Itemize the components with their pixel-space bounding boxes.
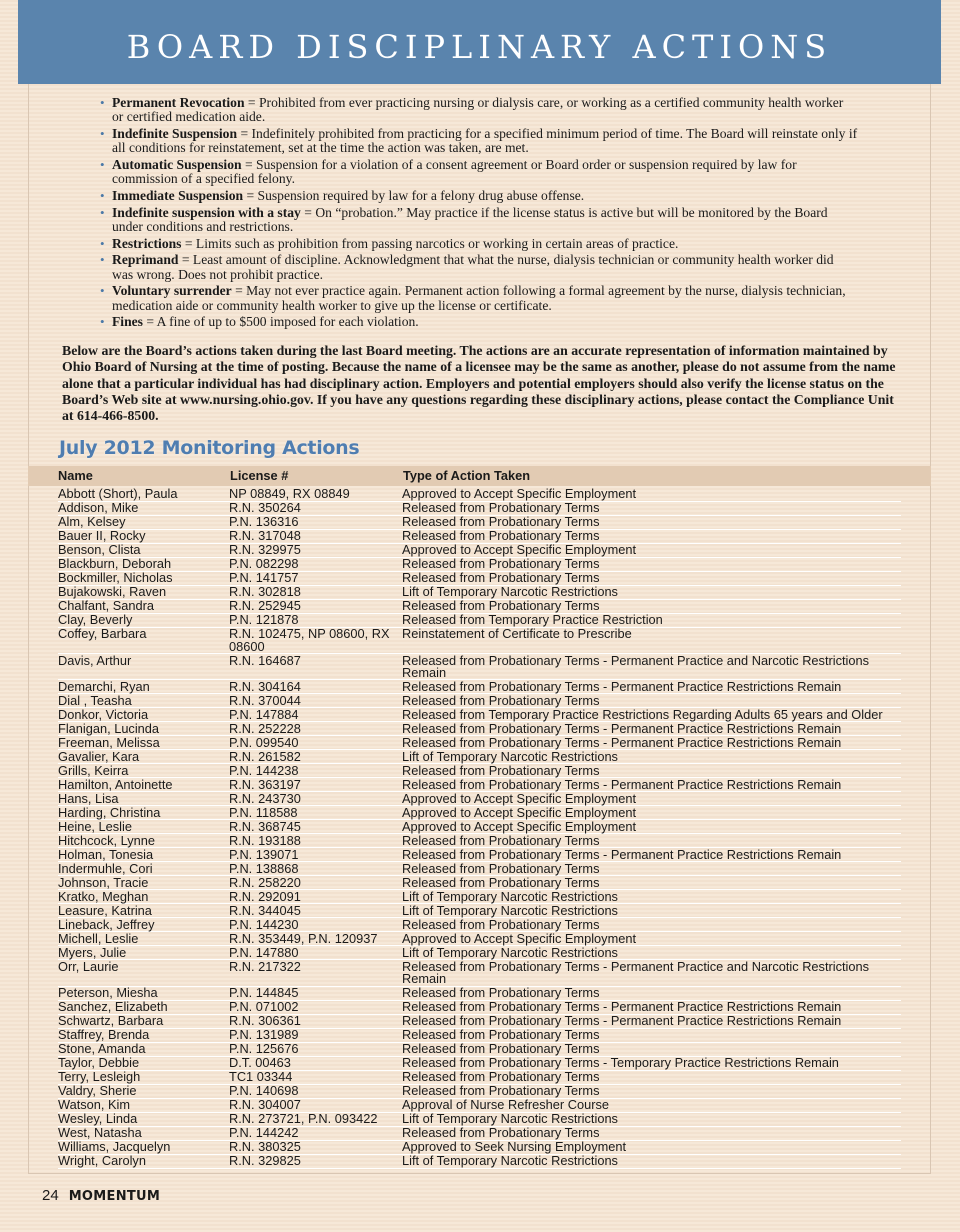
- cell-action: Released from Probationary Terms - Temporary Practice Restrictions Remain: [402, 1054, 839, 1070]
- cell-license: P.N. 136316: [229, 514, 299, 530]
- cell-name: Holman, Tonesia: [58, 846, 154, 862]
- cell-name: Kratko, Meghan: [58, 888, 149, 904]
- definition-text: = Suspension required by law for a felony drug abuse offense.: [243, 188, 585, 203]
- cell-license: P.N. 141757: [229, 570, 299, 586]
- section-title: July 2012 Monitoring Actions: [59, 437, 360, 459]
- cell-action: Approved to Accept Specific Employment: [402, 542, 637, 558]
- definition-item: [98, 284, 858, 313]
- page-footer: [42, 1187, 160, 1204]
- publication-name: MOMENTUM: [68, 1189, 161, 1204]
- cell-action: Released from Probationary Terms: [402, 1040, 600, 1056]
- bullet-icon: •: [100, 157, 105, 172]
- definition-item: [98, 127, 858, 156]
- cell-license: TC1 03344: [229, 1068, 293, 1084]
- definition-text: = On “probation.” May practice if the license status is active but will be monitored by the Board under conditions and restrictions.: [112, 204, 828, 234]
- cell-name: Bujakowski, Raven: [58, 584, 167, 600]
- cell-name: Michell, Leslie: [58, 930, 139, 946]
- bullet-icon: •: [100, 126, 105, 141]
- cell-name: Coffey, Barbara: [58, 626, 147, 642]
- table-row: [58, 960, 901, 986]
- cell-name: Bockmiller, Nicholas: [58, 570, 173, 586]
- definition-term: Voluntary surrender: [112, 283, 232, 299]
- cell-name: Schwartz, Barbara: [58, 1012, 164, 1028]
- cell-name: Wesley, Linda: [58, 1110, 138, 1126]
- definition-text: = May not ever practice again. Permanent action following a formal agreement by the nurse, dialysis technician, medication aide or community health worker to give up the license or certificate.: [112, 283, 846, 313]
- cell-license: R.N. 292091: [229, 888, 301, 904]
- definition-text: = Suspension for a violation of a consent agreement or Board order or suspension required by law for commission of a specified felony.: [112, 157, 797, 187]
- cell-action: Released from Probationary Terms: [402, 1082, 600, 1098]
- cell-action: Released from Probationary Terms: [402, 1026, 600, 1042]
- cell-license: P.N. 125676: [229, 1040, 299, 1056]
- intro-paragraph: Below are the Board’s actions taken during the last Board meeting. The actions are an accurate representation of information maintained by Ohio Board of Nursing at the time of posting. Because the name of a licensee may be the same as another, please do not assume from the name alone that a particular individual has had disciplinary action. Employers and potential employers should also verify the license status on the Board’s Web site at www.nursing.ohio.gov. If you have any questions regarding these disciplinary actions, please contact the Compliance Unit at 614-466-8500.: [62, 343, 896, 424]
- cell-name: Grills, Keirra: [58, 762, 129, 778]
- cell-name: Valdry, Sherie: [58, 1082, 137, 1098]
- cell-action: Released from Probationary Terms - Permanent Practice and Narcotic Restrictions Remain: [402, 652, 870, 680]
- cell-name: Heine, Leslie: [58, 818, 132, 834]
- bullet-icon: •: [100, 188, 105, 203]
- column-header-license: License #: [230, 468, 289, 483]
- cell-name: Leasure, Katrina: [58, 902, 152, 918]
- cell-license: R.N. 380325: [229, 1138, 301, 1154]
- cell-name: Hans, Lisa: [58, 790, 119, 806]
- cell-action: Released from Probationary Terms: [402, 762, 600, 778]
- cell-license: P.N. 144238: [229, 762, 299, 778]
- cell-license: R.N. 243730: [229, 790, 301, 806]
- cell-license: P.N. 138868: [229, 860, 299, 876]
- cell-license: P.N. 144242: [229, 1124, 299, 1140]
- definition-item: [98, 206, 858, 235]
- cell-license: P.N. 139071: [229, 846, 299, 862]
- definition-term: Indefinite Suspension: [112, 126, 238, 141]
- cell-action: Lift of Temporary Narcotic Restrictions: [402, 902, 618, 918]
- cell-license: R.N. 217322: [229, 958, 301, 974]
- cell-name: Flanigan, Lucinda: [58, 720, 160, 736]
- definition-item: [98, 315, 858, 329]
- cell-license: R.N. 306361: [229, 1012, 301, 1028]
- cell-action: Approved to Accept Specific Employment: [402, 930, 637, 946]
- cell-action: Released from Probationary Terms - Permanent Practice Restrictions Remain: [402, 998, 842, 1014]
- cell-name: Harding, Christina: [58, 804, 161, 820]
- definition-item: [98, 237, 858, 251]
- definition-text: = Prohibited from ever practicing nursing or dialysis care, or working as a certified community health worker or certified medication aide.: [112, 95, 844, 125]
- cell-action: Approved to Accept Specific Employment: [402, 804, 637, 820]
- cell-action: Released from Probationary Terms: [402, 832, 600, 848]
- definition-term: Permanent Revocation: [112, 95, 245, 110]
- cell-license: R.N. 344045: [229, 902, 301, 918]
- table-body: [58, 488, 901, 1169]
- definition-text: = Indefinitely prohibited from practicing for a specified minimum period of time. The Board will reinstate only if all conditions for reinstatement, set at the time the action was taken, are met.: [112, 126, 858, 156]
- page-title: BOARD DISCIPLINARY ACTIONS: [126, 28, 833, 66]
- cell-license: R.N. 102475, NP 08600, RX 08600: [229, 626, 390, 654]
- cell-action: Released from Probationary Terms - Permanent Practice Restrictions Remain: [402, 846, 842, 862]
- cell-name: Hitchcock, Lynne: [58, 832, 155, 848]
- cell-action: Released from Probationary Terms: [402, 528, 600, 544]
- cell-name: Taylor, Debbie: [58, 1054, 140, 1070]
- cell-license: P.N. 118588: [229, 804, 298, 820]
- cell-name: Orr, Laurie: [58, 958, 119, 974]
- cell-name: Dial , Teasha: [58, 692, 132, 708]
- definition-term: Immediate Suspension: [112, 188, 244, 203]
- cell-license: P.N. 147880: [229, 944, 299, 960]
- cell-license: NP 08849, RX 08849: [229, 486, 350, 502]
- cell-license: R.N. 370044: [229, 692, 301, 708]
- definition-term: Fines: [112, 314, 143, 330]
- cell-name: Gavalier, Kara: [58, 748, 140, 764]
- cell-action: Released from Probationary Terms: [402, 1068, 600, 1084]
- page-number: 24: [42, 1187, 59, 1204]
- cell-name: Stone, Amanda: [58, 1040, 146, 1056]
- cell-license: P.N. 099540: [229, 734, 299, 750]
- cell-name: Terry, Lesleigh: [58, 1068, 141, 1084]
- cell-action: Approved to Accept Specific Employment: [402, 790, 637, 806]
- cell-name: Abbott (Short), Paula: [58, 486, 178, 502]
- cell-license: P.N. 140698: [229, 1082, 299, 1098]
- bullet-icon: •: [100, 204, 105, 220]
- cell-action: Released from Probationary Terms: [402, 916, 600, 932]
- cell-name: Sanchez, Elizabeth: [58, 998, 168, 1014]
- cell-name: Hamilton, Antoinette: [58, 776, 173, 792]
- cell-license: R.N. 304007: [229, 1096, 301, 1112]
- definition-item: [98, 96, 858, 125]
- cell-action: Released from Probationary Terms - Permanent Practice Restrictions Remain: [402, 734, 842, 750]
- definition-term: Reprimand: [112, 252, 179, 268]
- cell-license: P.N. 121878: [229, 612, 299, 628]
- definition-item: [98, 189, 858, 203]
- bullet-icon: •: [100, 314, 105, 330]
- cell-license: P.N. 144230: [229, 916, 299, 932]
- definition-item: [98, 158, 858, 187]
- cell-action: Released from Probationary Terms - Permanent Practice Restrictions Remain: [402, 678, 842, 694]
- cell-action: Released from Probationary Terms: [402, 556, 600, 572]
- column-header-action: Type of Action Taken: [403, 468, 531, 483]
- cell-action: Released from Temporary Practice Restriction: [402, 612, 663, 628]
- cell-name: West, Natasha: [58, 1124, 142, 1140]
- cell-license: P.N. 144845: [229, 984, 299, 1000]
- cell-name: Addison, Mike: [58, 500, 139, 516]
- definition-term: Automatic Suspension: [112, 157, 242, 172]
- cell-license: R.N. 363197: [229, 776, 301, 792]
- cell-action: Lift of Temporary Narcotic Restrictions: [402, 748, 618, 764]
- cell-name: Williams, Jacquelyn: [58, 1138, 171, 1154]
- cell-license: P.N. 082298: [229, 556, 299, 572]
- cell-name: Benson, Clista: [58, 542, 141, 558]
- definitions-list: [98, 96, 858, 332]
- cell-license: R.N. 304164: [229, 678, 301, 694]
- cell-license: R.N. 353449, P.N. 120937: [229, 930, 378, 946]
- cell-action: Approved to Seek Nursing Employment: [402, 1138, 627, 1154]
- cell-name: Freeman, Melissa: [58, 734, 160, 750]
- cell-name: Blackburn, Deborah: [58, 556, 172, 572]
- header-banner: [18, 0, 941, 84]
- cell-license: R.N. 350264: [229, 500, 301, 516]
- cell-action: Lift of Temporary Narcotic Restrictions: [402, 1110, 618, 1126]
- cell-action: Released from Probationary Terms: [402, 692, 600, 708]
- bullet-icon: •: [100, 235, 105, 251]
- cell-action: Released from Probationary Terms: [402, 500, 600, 516]
- cell-name: Davis, Arthur: [58, 652, 132, 668]
- cell-license: P.N. 147884: [229, 706, 299, 722]
- cell-action: Released from Probationary Terms: [402, 598, 600, 614]
- cell-license: R.N. 317048: [229, 528, 301, 544]
- cell-action: Released from Probationary Terms: [402, 514, 600, 530]
- definition-item: [98, 253, 858, 282]
- cell-license: R.N. 329975: [229, 542, 301, 558]
- table-header: [28, 466, 931, 486]
- cell-license: D.T. 00463: [229, 1054, 291, 1070]
- definition-term: Restrictions: [112, 235, 182, 251]
- cell-action: Released from Probationary Terms: [402, 1124, 600, 1140]
- cell-name: Peterson, Miesha: [58, 984, 158, 1000]
- cell-name: Bauer II, Rocky: [58, 528, 146, 544]
- cell-name: Donkor, Victoria: [58, 706, 149, 722]
- cell-action: Approved to Accept Specific Employment: [402, 486, 637, 502]
- definition-term: Indefinite suspension with a stay: [112, 204, 301, 220]
- cell-action: Released from Probationary Terms: [402, 874, 600, 890]
- cell-name: Alm, Kelsey: [58, 514, 126, 530]
- definition-text: = A fine of up to $500 imposed for each violation.: [142, 314, 419, 330]
- cell-name: Demarchi, Ryan: [58, 678, 150, 694]
- cell-action: Released from Probationary Terms: [402, 570, 600, 586]
- cell-license: R.N. 261582: [229, 748, 301, 764]
- cell-action: Lift of Temporary Narcotic Restrictions: [402, 584, 618, 600]
- cell-license: R.N. 252945: [229, 598, 301, 614]
- cell-name: Wright, Carolyn: [58, 1152, 146, 1168]
- bullet-icon: •: [100, 95, 105, 110]
- cell-name: Watson, Kim: [58, 1096, 131, 1112]
- cell-name: Johnson, Tracie: [58, 874, 149, 890]
- definition-text: = Limits such as prohibition from passing narcotics or working in certain areas of practice.: [181, 235, 679, 251]
- cell-action: Approval of Nurse Refresher Course: [402, 1096, 609, 1112]
- cell-action: Released from Probationary Terms - Permanent Practice Restrictions Remain: [402, 1012, 842, 1028]
- cell-license: R.N. 193188: [229, 832, 301, 848]
- cell-license: R.N. 252228: [229, 720, 301, 736]
- cell-action: Lift of Temporary Narcotic Restrictions: [402, 1152, 618, 1168]
- cell-name: Staffrey, Brenda: [58, 1026, 150, 1042]
- bullet-icon: •: [100, 252, 105, 268]
- cell-action: Approved to Accept Specific Employment: [402, 818, 637, 834]
- cell-name: Myers, Julie: [58, 944, 127, 960]
- cell-license: R.N. 368745: [229, 818, 301, 834]
- cell-action: Released from Probationary Terms: [402, 984, 600, 1000]
- column-header-name: Name: [58, 468, 93, 483]
- cell-license: R.N. 258220: [229, 874, 301, 890]
- cell-action: Released from Temporary Practice Restrictions Regarding Adults 65 years and Older: [402, 706, 883, 722]
- table-row: [58, 628, 901, 654]
- cell-action: Lift of Temporary Narcotic Restrictions: [402, 944, 618, 960]
- cell-license: R.N. 302818: [229, 584, 301, 600]
- table-row: [58, 654, 901, 680]
- cell-name: Chalfant, Sandra: [58, 598, 155, 614]
- table-row: [58, 1152, 901, 1169]
- cell-license: R.N. 329825: [229, 1152, 301, 1168]
- cell-license: R.N. 273721, P.N. 093422: [229, 1110, 378, 1126]
- cell-action: Released from Probationary Terms: [402, 860, 600, 876]
- cell-license: P.N. 071002: [229, 998, 299, 1014]
- cell-action: Reinstatement of Certificate to Prescribe: [402, 626, 632, 642]
- cell-name: Indermuhle, Cori: [58, 860, 153, 876]
- cell-name: Lineback, Jeffrey: [58, 916, 155, 932]
- cell-action: Released from Probationary Terms - Permanent Practice and Narcotic Restrictions Remain: [402, 958, 870, 986]
- definition-text: = Least amount of discipline. Acknowledgment that what the nurse, dialysis technician or community health worker did was wrong. Does not prohibit practice.: [112, 252, 834, 282]
- bullet-icon: •: [100, 283, 105, 299]
- cell-license: R.N. 164687: [229, 652, 301, 668]
- cell-action: Lift of Temporary Narcotic Restrictions: [402, 888, 618, 904]
- cell-name: Clay, Beverly: [58, 612, 133, 628]
- cell-action: Released from Probationary Terms - Permanent Practice Restrictions Remain: [402, 776, 842, 792]
- cell-action: Released from Probationary Terms - Permanent Practice Restrictions Remain: [402, 720, 842, 736]
- cell-license: P.N. 131989: [229, 1026, 299, 1042]
